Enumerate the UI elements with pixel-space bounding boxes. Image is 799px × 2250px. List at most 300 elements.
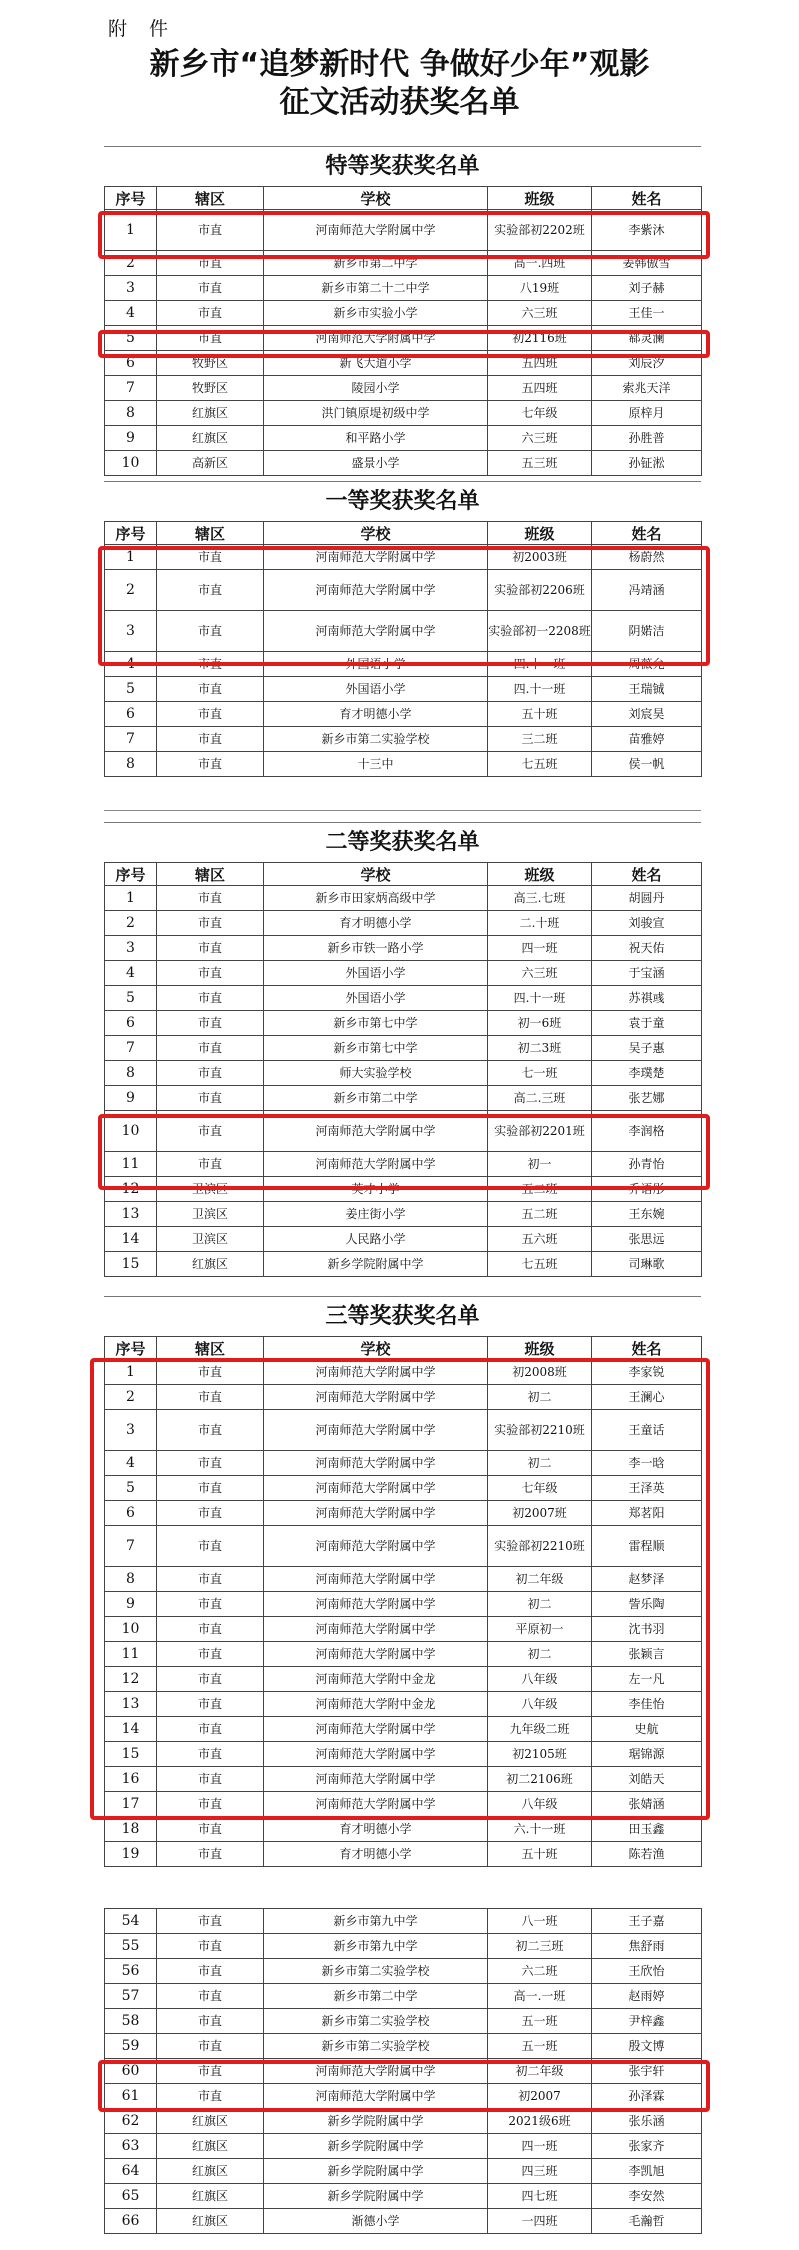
attachment-label: 附件 xyxy=(108,18,191,40)
school-cell: 河南师范大学附属中学 xyxy=(264,1567,488,1592)
name-cell: 雷程顺 xyxy=(592,1526,702,1567)
class-cell: 实验部初一2208班 xyxy=(488,611,592,652)
class-cell: 五一班 xyxy=(488,2009,592,2034)
award-table xyxy=(104,1908,702,2234)
name-cell: 孙青怡 xyxy=(592,1152,702,1177)
district-cell: 市直 xyxy=(157,1360,264,1385)
school-cell: 新乡市第二中学 xyxy=(264,1984,488,2009)
school-cell: 河南师范大学附属中学 xyxy=(264,1410,488,1451)
table-row xyxy=(105,1360,702,1385)
table-row xyxy=(105,886,702,911)
table-row xyxy=(105,1642,702,1667)
name-cell: 苏祺彧 xyxy=(592,986,702,1011)
row-number: 1 xyxy=(105,886,157,911)
class-cell: 三二班 xyxy=(488,727,592,752)
section-title: 特等奖获奖名单 xyxy=(104,146,701,186)
district-cell: 市直 xyxy=(157,886,264,911)
district-cell: 市直 xyxy=(157,210,264,251)
district-cell: 市直 xyxy=(157,1036,264,1061)
name-cell: 李璞楚 xyxy=(592,1061,702,1086)
row-number: 64 xyxy=(105,2159,157,2184)
school-cell: 河南师范大学附属中学 xyxy=(264,1476,488,1501)
school-cell: 新乡市第二中学 xyxy=(264,251,488,276)
table-row xyxy=(105,1934,702,1959)
class-cell: 五四班 xyxy=(488,376,592,401)
table-row xyxy=(105,326,702,351)
class-cell: 初2007 xyxy=(488,2084,592,2109)
name-cell: 阴婼洁 xyxy=(592,611,702,652)
class-cell: 初二 xyxy=(488,1451,592,1476)
table-row xyxy=(105,611,702,652)
school-cell: 河南师范大学附属中学 xyxy=(264,1451,488,1476)
table-row xyxy=(105,911,702,936)
row-number: 1 xyxy=(105,1360,157,1385)
name-cell: 王子嘉 xyxy=(592,1909,702,1934)
table-row xyxy=(105,1385,702,1410)
table-row xyxy=(105,652,702,677)
name-cell: 乔语彤 xyxy=(592,1177,702,1202)
name-cell: 姜韩傲雪 xyxy=(592,251,702,276)
class-cell: 初2008班 xyxy=(488,1360,592,1385)
district-cell: 红旗区 xyxy=(157,2159,264,2184)
district-cell: 卫滨区 xyxy=(157,1177,264,1202)
name-cell: 司琳歌 xyxy=(592,1252,702,1277)
school-cell: 新乡市第二十二中学 xyxy=(264,276,488,301)
row-number: 6 xyxy=(105,1011,157,1036)
table-row xyxy=(105,276,702,301)
district-cell: 市直 xyxy=(157,276,264,301)
school-cell: 河南师范大学附属中学 xyxy=(264,545,488,570)
name-cell: 祝天佑 xyxy=(592,936,702,961)
name-cell: 李润格 xyxy=(592,1111,702,1152)
row-number: 15 xyxy=(105,1742,157,1767)
class-cell: 六三班 xyxy=(488,301,592,326)
school-cell: 河南师范大学附属中学 xyxy=(264,1592,488,1617)
district-cell: 市直 xyxy=(157,986,264,1011)
name-cell: 孙泽霖 xyxy=(592,2084,702,2109)
row-number: 14 xyxy=(105,1717,157,1742)
district-cell: 红旗区 xyxy=(157,2209,264,2234)
district-cell: 市直 xyxy=(157,1501,264,1526)
row-number: 3 xyxy=(105,276,157,301)
school-cell: 河南师范大学附属中学 xyxy=(264,1360,488,1385)
row-number: 5 xyxy=(105,1476,157,1501)
district-cell: 市直 xyxy=(157,1476,264,1501)
table-row xyxy=(105,1111,702,1152)
class-cell: 八年级 xyxy=(488,1667,592,1692)
school-cell: 新飞大道小学 xyxy=(264,351,488,376)
name-cell: 张家齐 xyxy=(592,2134,702,2159)
row-number: 2 xyxy=(105,570,157,611)
school-cell: 新乡市第二实验学校 xyxy=(264,2009,488,2034)
name-cell: 尹梓鑫 xyxy=(592,2009,702,2034)
name-cell: 王童话 xyxy=(592,1410,702,1451)
class-cell: 初二2106班 xyxy=(488,1767,592,1792)
name-cell: 王欣怡 xyxy=(592,1959,702,1984)
school-cell: 河南师范大学附属中学 xyxy=(264,1526,488,1567)
row-number: 1 xyxy=(105,545,157,570)
row-number: 12 xyxy=(105,1667,157,1692)
district-cell: 市直 xyxy=(157,1667,264,1692)
class-cell: 初2116班 xyxy=(488,326,592,351)
district-cell: 市直 xyxy=(157,911,264,936)
district-cell: 市直 xyxy=(157,1934,264,1959)
district-cell: 红旗区 xyxy=(157,2184,264,2209)
school-cell: 新乡市田家炳高级中学 xyxy=(264,886,488,911)
section-title: 一等奖获奖名单 xyxy=(104,481,701,521)
district-cell: 市直 xyxy=(157,1526,264,1567)
district-cell: 市直 xyxy=(157,1817,264,1842)
school-cell: 育才明德小学 xyxy=(264,1842,488,1867)
name-cell: 张艺娜 xyxy=(592,1086,702,1111)
table-row xyxy=(105,401,702,426)
row-number: 4 xyxy=(105,652,157,677)
table-row xyxy=(105,570,702,611)
school-cell: 河南师范大学附属中学 xyxy=(264,2059,488,2084)
column-header-no: 序号 xyxy=(105,187,157,210)
school-cell: 河南师范大学附属中学 xyxy=(264,611,488,652)
table-row xyxy=(105,1767,702,1792)
district-cell: 市直 xyxy=(157,1909,264,1934)
school-cell: 新乡市第二中学 xyxy=(264,1086,488,1111)
table-row xyxy=(105,677,702,702)
class-cell: 高一.四班 xyxy=(488,251,592,276)
school-cell: 新乡市第七中学 xyxy=(264,1036,488,1061)
district-cell: 牧野区 xyxy=(157,376,264,401)
school-cell: 外国语小学 xyxy=(264,986,488,1011)
class-cell: 五三班 xyxy=(488,451,592,476)
school-cell: 外国语小学 xyxy=(264,677,488,702)
school-cell: 河南师范大学附属中学 xyxy=(264,326,488,351)
class-cell: 实验部初2202班 xyxy=(488,210,592,251)
class-cell: 二.十班 xyxy=(488,911,592,936)
page-break xyxy=(104,805,701,815)
table-row xyxy=(105,1617,702,1642)
column-header-no: 序号 xyxy=(105,863,157,886)
row-number: 58 xyxy=(105,2009,157,2034)
district-cell: 市直 xyxy=(157,652,264,677)
district-cell: 红旗区 xyxy=(157,426,264,451)
row-number: 62 xyxy=(105,2109,157,2134)
school-cell: 河南师范大学附属中学 xyxy=(264,210,488,251)
table-row xyxy=(105,1959,702,1984)
row-number: 2 xyxy=(105,1385,157,1410)
table-row xyxy=(105,2184,702,2209)
row-number: 11 xyxy=(105,1152,157,1177)
class-cell: 四一班 xyxy=(488,2134,592,2159)
table-row xyxy=(105,2159,702,2184)
school-cell: 河南师范大学附属中学 xyxy=(264,1742,488,1767)
row-number: 14 xyxy=(105,1227,157,1252)
table-row xyxy=(105,301,702,326)
class-cell: 四一班 xyxy=(488,936,592,961)
table-row xyxy=(105,210,702,251)
district-cell: 市直 xyxy=(157,2084,264,2109)
award-table xyxy=(104,521,702,777)
district-cell: 市直 xyxy=(157,677,264,702)
name-cell: 李佳怡 xyxy=(592,1692,702,1717)
column-header-no: 序号 xyxy=(105,1337,157,1360)
district-cell: 市直 xyxy=(157,961,264,986)
school-cell: 河南师范大学附属中学 xyxy=(264,1792,488,1817)
table-row xyxy=(105,1817,702,1842)
row-number: 13 xyxy=(105,1692,157,1717)
table-row xyxy=(105,1152,702,1177)
district-cell: 市直 xyxy=(157,1451,264,1476)
column-header-class: 班级 xyxy=(488,1337,592,1360)
class-cell: 九年级二班 xyxy=(488,1717,592,1742)
table-row xyxy=(105,451,702,476)
table-row xyxy=(105,2109,702,2134)
district-cell: 市直 xyxy=(157,1061,264,1086)
class-cell: 实验部初2210班 xyxy=(488,1410,592,1451)
row-number: 4 xyxy=(105,1451,157,1476)
document-title-line2: 征文活动获奖名单 xyxy=(279,85,520,120)
district-cell: 市直 xyxy=(157,1792,264,1817)
school-cell: 英才小学 xyxy=(264,1177,488,1202)
name-cell: 刘辰汐 xyxy=(592,351,702,376)
class-cell: 七年级 xyxy=(488,401,592,426)
district-cell: 市直 xyxy=(157,2009,264,2034)
column-header-name: 姓名 xyxy=(592,187,702,210)
district-cell: 市直 xyxy=(157,936,264,961)
district-cell: 市直 xyxy=(157,1152,264,1177)
school-cell: 新乡市第七中学 xyxy=(264,1011,488,1036)
row-number: 61 xyxy=(105,2084,157,2109)
class-cell: 六二班 xyxy=(488,1959,592,1984)
class-cell: 初2105班 xyxy=(488,1742,592,1767)
column-header-school: 学校 xyxy=(264,863,488,886)
table-row xyxy=(105,936,702,961)
class-cell: 七年级 xyxy=(488,1476,592,1501)
name-cell: 李家锐 xyxy=(592,1360,702,1385)
class-cell: 初二 xyxy=(488,1642,592,1667)
row-number: 8 xyxy=(105,401,157,426)
class-cell: 一四班 xyxy=(488,2209,592,2234)
district-cell: 红旗区 xyxy=(157,401,264,426)
name-cell: 陈若渔 xyxy=(592,1842,702,1867)
continuation-section xyxy=(104,1908,701,2250)
name-cell: 张婧涵 xyxy=(592,1792,702,1817)
school-cell: 人民路小学 xyxy=(264,1227,488,1252)
table-row xyxy=(105,1842,702,1867)
row-number: 63 xyxy=(105,2134,157,2159)
row-number: 18 xyxy=(105,1817,157,1842)
column-header-no: 序号 xyxy=(105,522,157,545)
row-number: 60 xyxy=(105,2059,157,2084)
school-cell: 新乡市第九中学 xyxy=(264,1934,488,1959)
column-header-district: 辖区 xyxy=(157,1337,264,1360)
school-cell: 河南师范大学附属中学 xyxy=(264,1767,488,1792)
name-cell: 刘子赫 xyxy=(592,276,702,301)
class-cell: 八一班 xyxy=(488,1909,592,1934)
name-cell: 赵梦泽 xyxy=(592,1567,702,1592)
name-cell: 王瑞铖 xyxy=(592,677,702,702)
school-cell: 盛景小学 xyxy=(264,451,488,476)
name-cell: 焦舒雨 xyxy=(592,1934,702,1959)
row-number: 11 xyxy=(105,1642,157,1667)
district-cell: 牧野区 xyxy=(157,351,264,376)
name-cell: 侯一帆 xyxy=(592,752,702,777)
table-row xyxy=(105,1451,702,1476)
district-cell: 卫滨区 xyxy=(157,1202,264,1227)
row-number: 56 xyxy=(105,1959,157,1984)
table-row xyxy=(105,702,702,727)
name-cell: 吴子惠 xyxy=(592,1036,702,1061)
name-cell: 张颖言 xyxy=(592,1642,702,1667)
class-cell: 七五班 xyxy=(488,752,592,777)
table-row xyxy=(105,1592,702,1617)
school-cell: 新乡市铁一路小学 xyxy=(264,936,488,961)
column-header-school: 学校 xyxy=(264,1337,488,1360)
class-cell: 五一班 xyxy=(488,2034,592,2059)
row-number: 10 xyxy=(105,1617,157,1642)
name-cell: 孙胜普 xyxy=(592,426,702,451)
name-cell: 王泽英 xyxy=(592,1476,702,1501)
class-cell: 实验部初2201班 xyxy=(488,1111,592,1152)
class-cell: 高一.一班 xyxy=(488,1984,592,2009)
class-cell: 四.十一班 xyxy=(488,986,592,1011)
class-cell: 四.十一班 xyxy=(488,677,592,702)
class-cell: 六.十一班 xyxy=(488,1817,592,1842)
class-cell: 初二年级 xyxy=(488,2059,592,2084)
table-row xyxy=(105,351,702,376)
name-cell: 刘骏宣 xyxy=(592,911,702,936)
school-cell: 河南师范大学附中金龙 xyxy=(264,1667,488,1692)
first-prize-section xyxy=(104,481,701,781)
table-row xyxy=(105,1692,702,1717)
class-cell: 高三.七班 xyxy=(488,886,592,911)
row-number: 3 xyxy=(105,1410,157,1451)
row-number: 55 xyxy=(105,1934,157,1959)
table-row xyxy=(105,1476,702,1501)
school-cell: 外国语小学 xyxy=(264,652,488,677)
name-cell: 田玉鑫 xyxy=(592,1817,702,1842)
district-cell: 卫滨区 xyxy=(157,1227,264,1252)
district-cell: 市直 xyxy=(157,1567,264,1592)
school-cell: 和平路小学 xyxy=(264,426,488,451)
class-cell: 初2007班 xyxy=(488,1501,592,1526)
table-row xyxy=(105,2209,702,2234)
name-cell: 王澜心 xyxy=(592,1385,702,1410)
class-cell: 高二.三班 xyxy=(488,1086,592,1111)
row-number: 7 xyxy=(105,1036,157,1061)
district-cell: 市直 xyxy=(157,1717,264,1742)
row-number: 5 xyxy=(105,986,157,1011)
table-row xyxy=(105,727,702,752)
school-cell: 新乡市第九中学 xyxy=(264,1909,488,1934)
name-cell: 刘皓天 xyxy=(592,1767,702,1792)
school-cell: 新乡学院附属中学 xyxy=(264,1252,488,1277)
school-cell: 新乡市第二实验学校 xyxy=(264,1959,488,1984)
district-cell: 市直 xyxy=(157,611,264,652)
district-cell: 高新区 xyxy=(157,451,264,476)
row-number: 9 xyxy=(105,426,157,451)
column-header-class: 班级 xyxy=(488,522,592,545)
school-cell: 渐德小学 xyxy=(264,2209,488,2234)
column-header-district: 辖区 xyxy=(157,522,264,545)
column-header-district: 辖区 xyxy=(157,187,264,210)
table-row xyxy=(105,1061,702,1086)
name-cell: 张思远 xyxy=(592,1227,702,1252)
row-number: 7 xyxy=(105,376,157,401)
class-cell: 初2003班 xyxy=(488,545,592,570)
school-cell: 姜庄街小学 xyxy=(264,1202,488,1227)
table-row xyxy=(105,1227,702,1252)
name-cell: 孙钲淞 xyxy=(592,451,702,476)
school-cell: 新乡学院附属中学 xyxy=(264,2109,488,2134)
school-cell: 新乡学院附属中学 xyxy=(264,2184,488,2209)
row-number: 17 xyxy=(105,1792,157,1817)
table-row xyxy=(105,1501,702,1526)
class-cell: 八年级 xyxy=(488,1792,592,1817)
name-cell: 王佳一 xyxy=(592,301,702,326)
class-cell: 初二 xyxy=(488,1592,592,1617)
class-cell: 五二班 xyxy=(488,1177,592,1202)
district-cell: 市直 xyxy=(157,702,264,727)
name-cell: 王东婉 xyxy=(592,1202,702,1227)
district-cell: 市直 xyxy=(157,1742,264,1767)
school-cell: 师大实验学校 xyxy=(264,1061,488,1086)
row-number: 3 xyxy=(105,611,157,652)
row-number: 1 xyxy=(105,210,157,251)
table-row xyxy=(105,1410,702,1451)
row-number: 8 xyxy=(105,1567,157,1592)
section-title: 二等奖获奖名单 xyxy=(104,822,701,862)
class-cell: 初二年级 xyxy=(488,1567,592,1592)
school-cell: 外国语小学 xyxy=(264,961,488,986)
district-cell: 市直 xyxy=(157,251,264,276)
table-row xyxy=(105,1909,702,1934)
class-cell: 2021级6班 xyxy=(488,2109,592,2134)
name-cell: 冯靖涵 xyxy=(592,570,702,611)
district-cell: 市直 xyxy=(157,545,264,570)
table-row xyxy=(105,1717,702,1742)
district-cell: 市直 xyxy=(157,1410,264,1451)
school-cell: 育才明德小学 xyxy=(264,911,488,936)
table-row xyxy=(105,1202,702,1227)
name-cell: 苗雅婷 xyxy=(592,727,702,752)
school-cell: 陵园小学 xyxy=(264,376,488,401)
name-cell: 袁于童 xyxy=(592,1011,702,1036)
district-cell: 市直 xyxy=(157,326,264,351)
table-row xyxy=(105,1086,702,1111)
document-title-line1: 新乡市“追梦新时代 争做好少年”观影 xyxy=(149,47,650,82)
name-cell: 于宝涵 xyxy=(592,961,702,986)
section-title: 三等奖获奖名单 xyxy=(104,1296,701,1336)
name-cell: 原梓月 xyxy=(592,401,702,426)
district-cell: 市直 xyxy=(157,1592,264,1617)
table-row xyxy=(105,2059,702,2084)
row-number: 3 xyxy=(105,936,157,961)
table-row xyxy=(105,986,702,1011)
name-cell: 刘宸昊 xyxy=(592,702,702,727)
row-number: 19 xyxy=(105,1842,157,1867)
row-number: 7 xyxy=(105,1526,157,1567)
table-row xyxy=(105,961,702,986)
table-row xyxy=(105,752,702,777)
column-header-school: 学校 xyxy=(264,522,488,545)
district-cell: 市直 xyxy=(157,1692,264,1717)
class-cell: 五四班 xyxy=(488,351,592,376)
column-header-district: 辖区 xyxy=(157,863,264,886)
name-cell: 赵雨婷 xyxy=(592,1984,702,2009)
table-row xyxy=(105,2009,702,2034)
name-cell: 杨蔚然 xyxy=(592,545,702,570)
district-cell: 市直 xyxy=(157,727,264,752)
class-cell: 七五班 xyxy=(488,1252,592,1277)
row-number: 8 xyxy=(105,752,157,777)
